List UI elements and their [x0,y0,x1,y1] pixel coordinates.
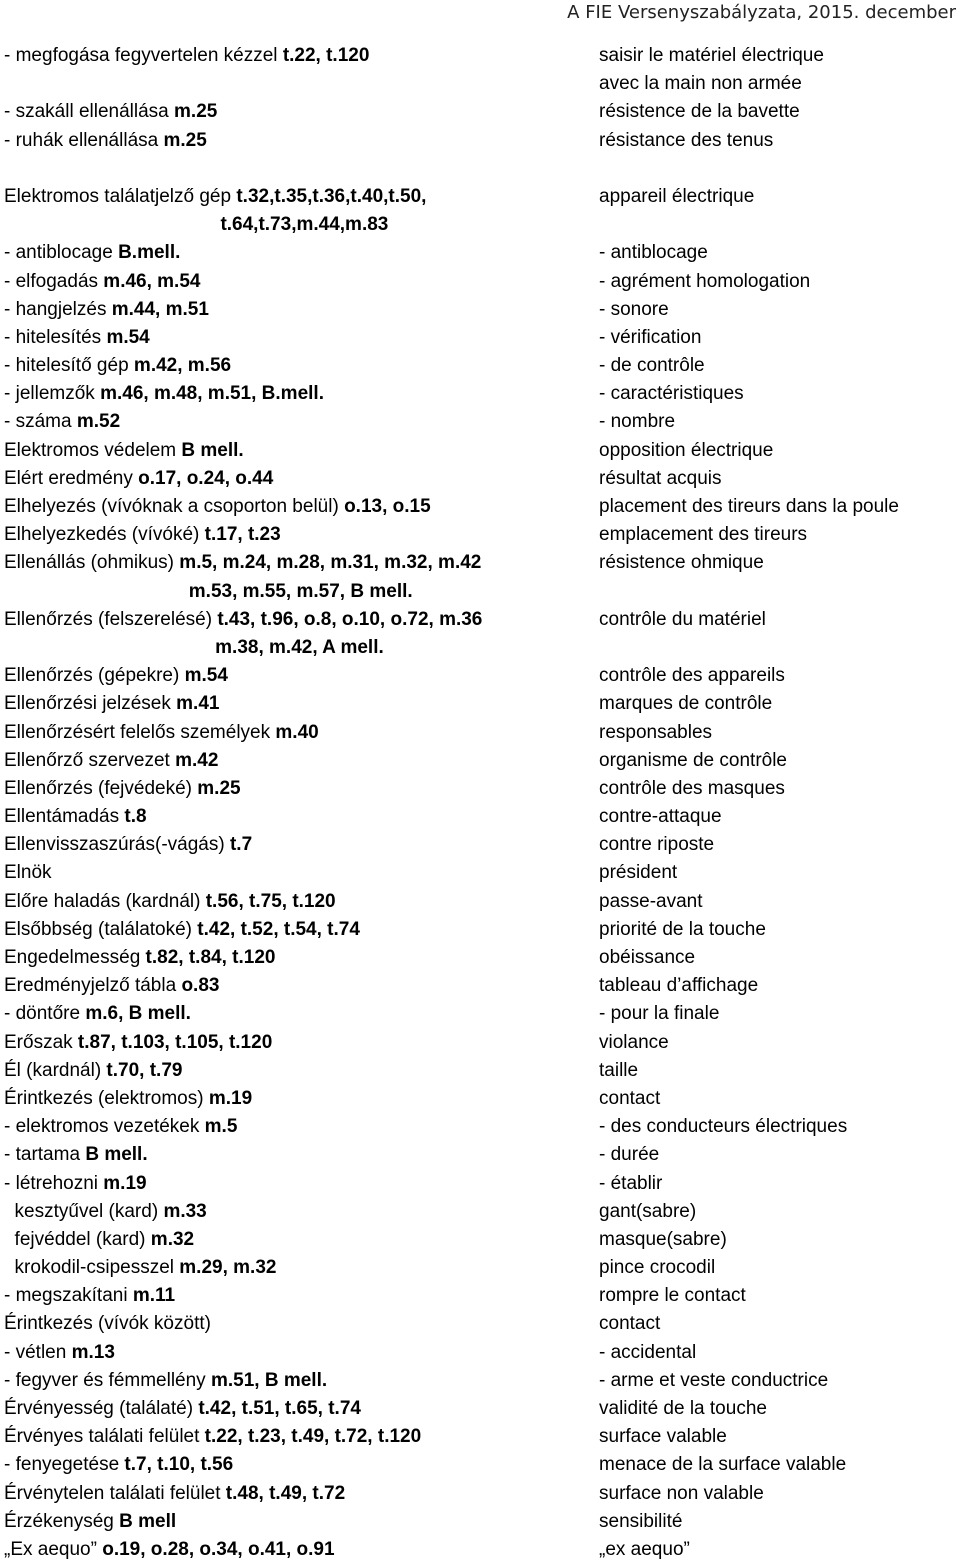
glossary-row [4,944,956,972]
hungarian-term [4,352,231,380]
hungarian-term [4,1451,233,1479]
hungarian-term [4,1282,175,1310]
french-term: organisme de contrôle [599,749,787,771]
glossary-row [4,1451,956,1479]
glossary-row [4,296,956,324]
term-text: - megszakítani [4,1285,133,1307]
hungarian-term [4,803,147,831]
term-text: Elhelyezkedés (vívóké) [4,524,205,546]
hungarian-term [4,888,336,916]
term-text: Ellenőrzés (fejvédeké) [4,777,198,799]
glossary-table [4,42,956,1564]
hungarian-term [4,42,369,70]
glossary-row [4,127,956,155]
hungarian-term [4,1057,182,1085]
term-text: Ellenvisszaszúrás(-vágás) [4,834,230,856]
glossary-row [4,1395,956,1423]
hungarian-term [4,211,388,239]
hungarian-term [4,690,219,718]
glossary-row [4,831,956,859]
hungarian-term [4,1198,207,1226]
glossary-row [4,549,956,577]
hungarian-term [4,634,384,662]
term-text: fejvéddel (kard) [4,1228,151,1250]
term-text [4,214,220,235]
term-text: - száma [4,411,77,433]
hungarian-term [4,1226,194,1254]
rule-reference: B mell. [85,1144,148,1166]
rule-reference: t.22, t.23, t.49, t.72, t.120 [204,1426,422,1448]
glossary-row [4,521,956,549]
hungarian-term [4,1395,361,1423]
french-term: avec la main non armée [599,73,802,95]
french-term: gant(sabre) [599,1200,697,1222]
rule-reference: t.56, t.75, t.120 [205,890,336,912]
french-term: rompre le contact [599,1285,746,1307]
glossary-row [4,493,956,521]
hungarian-term [4,1085,252,1113]
glossary-row [4,859,956,887]
french-term: - caractéristiques [599,383,744,405]
rule-reference: m.29, m.32 [179,1257,277,1279]
rule-reference: m.46, m.54 [103,270,201,292]
page-header: A FIE Versenyszabályzata, 2015. december [567,2,956,23]
french-term: menace de la surface valable [599,1454,847,1476]
glossary-row [4,606,956,634]
term-text: Erőszak [4,1031,78,1053]
rule-reference: m.25 [197,777,241,799]
rule-reference: m.19 [208,1087,253,1109]
rule-reference: t.42, t.52, t.54, t.74 [197,918,360,940]
glossary-row [4,239,956,267]
french-term: responsables [599,721,713,743]
french-term: priorité de la touche [599,918,766,940]
rule-reference: m.11 [132,1285,176,1307]
rule-reference: m.32 [150,1228,195,1250]
glossary-row [4,803,956,831]
french-term: - des conducteurs électriques [599,1116,848,1138]
french-term: contact [599,1087,661,1109]
hungarian-term [4,916,360,944]
term-text: - tartama [4,1144,86,1166]
rule-reference: o.13, o.15 [344,496,431,517]
glossary-row [4,155,956,183]
glossary-row [4,408,956,436]
rule-reference: m.42, m.56 [133,355,232,377]
rule-reference: o.17, o.24, o.44 [138,467,274,489]
rule-reference: m.5 [204,1116,238,1138]
french-term: résistence de la bavette [599,101,800,123]
hungarian-term [4,859,52,887]
term-text [4,637,215,658]
hungarian-term [4,1000,191,1028]
rule-reference: t.7, t.10, t.56 [124,1454,234,1476]
rule-reference: m.19 [103,1172,147,1194]
glossary-row [4,1480,956,1508]
hungarian-term [4,296,209,324]
french-term: violance [599,1031,669,1053]
term-text: Ellenőrzésért felelős személyek [4,721,276,743]
term-text: Érintkezés (elektromos) [4,1087,209,1109]
rule-reference: m.33 [163,1200,207,1222]
term-text: „Ex aequo” [4,1538,103,1560]
french-term: pince crocodil [599,1257,716,1279]
glossary-row [4,42,956,70]
glossary-row [4,690,956,718]
term-text: Ellenőrzés (gépekre) [4,665,185,687]
glossary-row [4,1367,956,1395]
hungarian-term [4,98,217,126]
rule-reference: m.51, B mell. [210,1369,328,1391]
hungarian-term [4,1310,211,1338]
french-term: saisir le matériel électrique [599,45,824,66]
french-term: résultat acquis [599,467,722,489]
term-text: - döntőre [4,1003,86,1025]
glossary-row [4,1282,956,1310]
rule-reference: o.19, o.28, o.34, o.41, o.91 [102,1538,335,1560]
french-term: taille [599,1059,639,1081]
rule-reference: t.43, t.96, o.8, o.10, o.72, m.36 [217,608,483,630]
term-text [4,581,189,602]
term-text: Elektromos védelem [4,439,182,461]
term-text: - antiblocage [4,242,119,264]
french-term: masque(sabre) [599,1228,727,1250]
hungarian-term [4,606,482,634]
glossary-row [4,352,956,380]
term-text: Érvényesség (találaté) [4,1398,199,1419]
glossary-row [4,1170,956,1198]
rule-reference: t.17, t.23 [204,524,281,546]
hungarian-term [4,465,273,493]
hungarian-term [4,268,200,296]
french-term: appareil électrique [599,185,755,207]
glossary-row [4,662,956,690]
rule-reference: t.64,t.73,m.44,m.83 [220,214,389,236]
hungarian-term [4,549,481,577]
hungarian-term [4,493,431,521]
hungarian-term [4,1254,276,1282]
rule-reference: m.38, m.42, A mell. [215,636,384,658]
glossary-row [4,719,956,747]
french-term: contre-attaque [599,806,722,828]
french-term: passe-avant [599,890,703,912]
rule-reference: B mell. [181,439,244,461]
french-term: surface non valable [599,1482,764,1504]
glossary-row [4,1310,956,1338]
term-text: Ellentámadás [4,806,125,828]
rule-reference: m.25 [174,101,218,123]
french-term: contact [599,1313,661,1335]
term-text: kesztyűvel (kard) [4,1200,164,1222]
french-term: - arme et veste conductrice [599,1369,829,1391]
hungarian-term [4,1339,115,1367]
french-term: - accidental [599,1341,697,1363]
hungarian-term [4,1423,421,1451]
hungarian-term [4,1508,176,1536]
rule-reference: m.6, B mell. [85,1003,191,1025]
french-term: obéissance [599,947,696,968]
glossary-row [4,1339,956,1367]
term-text: - vétlen [4,1341,72,1363]
glossary-row [4,1029,956,1057]
glossary-row [4,437,956,465]
glossary-row [4,1057,956,1085]
term-text: - szakáll ellenállása [4,101,175,123]
hungarian-term [4,1480,345,1508]
french-term: - pour la finale [599,1003,720,1025]
rule-reference: m.42 [175,749,219,771]
term-text: Előre haladás (kardnál) [4,890,206,912]
term-text: - fenyegetése [4,1454,125,1476]
glossary-row [4,211,956,239]
hungarian-term [4,324,150,352]
hungarian-term [4,1367,327,1395]
hungarian-term [4,1536,335,1564]
hungarian-term [4,578,413,606]
term-text: - megfogása fegyvertelen kézzel [4,45,283,66]
french-term: - antiblocage [599,242,708,264]
term-text: Elnök [4,862,52,884]
rule-reference: m.25 [163,129,207,151]
glossary-row [4,268,956,296]
hungarian-term [4,239,180,267]
term-text: - hangjelzés [4,298,112,320]
glossary-row [4,1085,956,1113]
hungarian-term [4,775,241,803]
rule-reference: o.83 [181,975,220,997]
rule-reference: t.42, t.51, t.65, t.74 [198,1398,361,1419]
hungarian-term [4,408,120,436]
glossary-row [4,98,956,126]
rule-reference: m.44, m.51 [111,298,209,320]
term-text: Elsőbbség (találatoké) [4,918,198,940]
hungarian-term [4,1141,148,1169]
hungarian-term [4,521,281,549]
hungarian-term [4,747,218,775]
term-text: Eredményjelző tábla [4,975,182,997]
french-term: placement des tireurs dans la poule [599,496,899,517]
glossary-row [4,775,956,803]
french-term: président [599,862,678,884]
hungarian-term [4,127,207,155]
french-term: „ex aequo” [599,1538,690,1560]
hungarian-term [4,944,275,972]
term-text: Érzékenység [4,1510,120,1532]
rule-reference: t.70, t.79 [106,1059,183,1081]
hungarian-term [4,972,219,1000]
term-text: Ellenőrző szervezet [4,749,176,771]
french-term: emplacement des tireurs [599,524,808,546]
french-term: contre riposte [599,834,715,856]
term-text: Él (kardnál) [4,1059,107,1081]
rule-reference: t.82, t.84, t.120 [145,947,276,968]
french-term: opposition électrique [599,439,774,461]
rule-reference: t.48, t.49, t.72 [225,1482,346,1504]
french-term: tableau d’affichage [599,975,759,997]
rule-reference: m.54 [106,326,150,348]
french-term: - agrément homologation [599,270,811,292]
term-text: Érvényes találati felület [4,1426,205,1448]
term-text: Elért eredmény [4,467,139,489]
glossary-row [4,634,956,662]
term-text: krokodil-csipesszel [4,1257,180,1279]
french-term: contrôle des masques [599,777,785,799]
glossary-row [4,1423,956,1451]
hungarian-term [4,719,319,747]
french-term: - de contrôle [599,355,705,377]
glossary-row [4,888,956,916]
glossary-row [4,380,956,408]
hungarian-term [4,1170,147,1198]
rule-reference: t.32,t.35,t.36,t.40,t.50, [236,185,427,207]
rule-reference: m.52 [76,411,121,433]
term-text: Ellenőrzés (felszerelésé) [4,608,218,630]
glossary-row [4,465,956,493]
rule-reference: t.22, t.120 [282,45,370,66]
glossary-row [4,183,956,211]
glossary-row [4,1226,956,1254]
french-term: - vérification [599,326,702,348]
hungarian-term [4,831,252,859]
glossary-row [4,747,956,775]
term-text: - elfogadás [4,270,104,292]
term-text: - elektromos vezetékek [4,1116,205,1138]
french-term: marques de contrôle [599,693,773,715]
french-term: contrôle du matériel [599,608,766,630]
term-text: - hitelesítő gép [4,355,134,377]
term-text: - létrehozni [4,1172,104,1194]
rule-reference: m.40 [275,721,319,743]
rule-reference: B mell [119,1510,177,1532]
glossary-row [4,972,956,1000]
glossary-row [4,1254,956,1282]
glossary-row [4,1508,956,1536]
term-text: - fegyver és fémmellény [4,1369,211,1391]
hungarian-term [4,437,244,465]
rule-reference: t.8 [124,806,147,828]
term-text: - jellemzők [4,383,101,405]
french-term: résistance des tenus [599,129,774,151]
hungarian-term [4,183,426,211]
glossary-row [4,916,956,944]
rule-reference: m.54 [184,665,228,687]
hungarian-term [4,1113,237,1141]
glossary-row [4,70,956,98]
rule-reference: m.5, m.24, m.28, m.31, m.32, m.42 [179,552,482,574]
glossary-row [4,1198,956,1226]
glossary-row [4,578,956,606]
term-text: - ruhák ellenállása [4,129,164,151]
hungarian-term [4,380,324,408]
rule-reference: t.87, t.103, t.105, t.120 [77,1031,273,1053]
glossary-row [4,1113,956,1141]
french-term: validité de la touche [599,1398,767,1419]
french-term: - durée [599,1144,660,1166]
french-term: résistence ohmique [599,552,764,574]
hungarian-term [4,662,228,690]
term-text: Ellenőrzési jelzések [4,693,177,715]
rule-reference: B.mell. [118,242,181,264]
french-term: contrôle des appareils [599,665,785,687]
term-text: Érintkezés (vívók között) [4,1313,211,1335]
term-text: Elektromos találatjelző gép [4,185,237,207]
glossary-row [4,1000,956,1028]
rule-reference: t.7 [229,834,253,856]
french-term: - nombre [599,411,676,433]
term-text: Engedelmesség [4,947,146,968]
term-text: Elhelyezés (vívóknak a csoporton belül) [4,496,345,517]
glossary-row [4,324,956,352]
rule-reference: m.46, m.48, m.51, B.mell. [100,383,324,405]
rule-reference: m.53, m.55, m.57, B mell. [188,580,413,602]
rule-reference: m.41 [176,693,220,715]
french-term: - établir [599,1172,663,1194]
term-text: Érvénytelen találati felület [4,1482,226,1504]
rule-reference: m.13 [71,1341,115,1363]
term-text: Ellenállás (ohmikus) [4,552,180,574]
glossary-row [4,1536,956,1564]
glossary-row [4,1141,956,1169]
french-term: - sonore [599,298,669,320]
term-text: - hitelesítés [4,326,107,348]
french-term: sensibilité [599,1510,683,1532]
hungarian-term [4,1029,272,1057]
french-term: surface valable [599,1426,727,1448]
